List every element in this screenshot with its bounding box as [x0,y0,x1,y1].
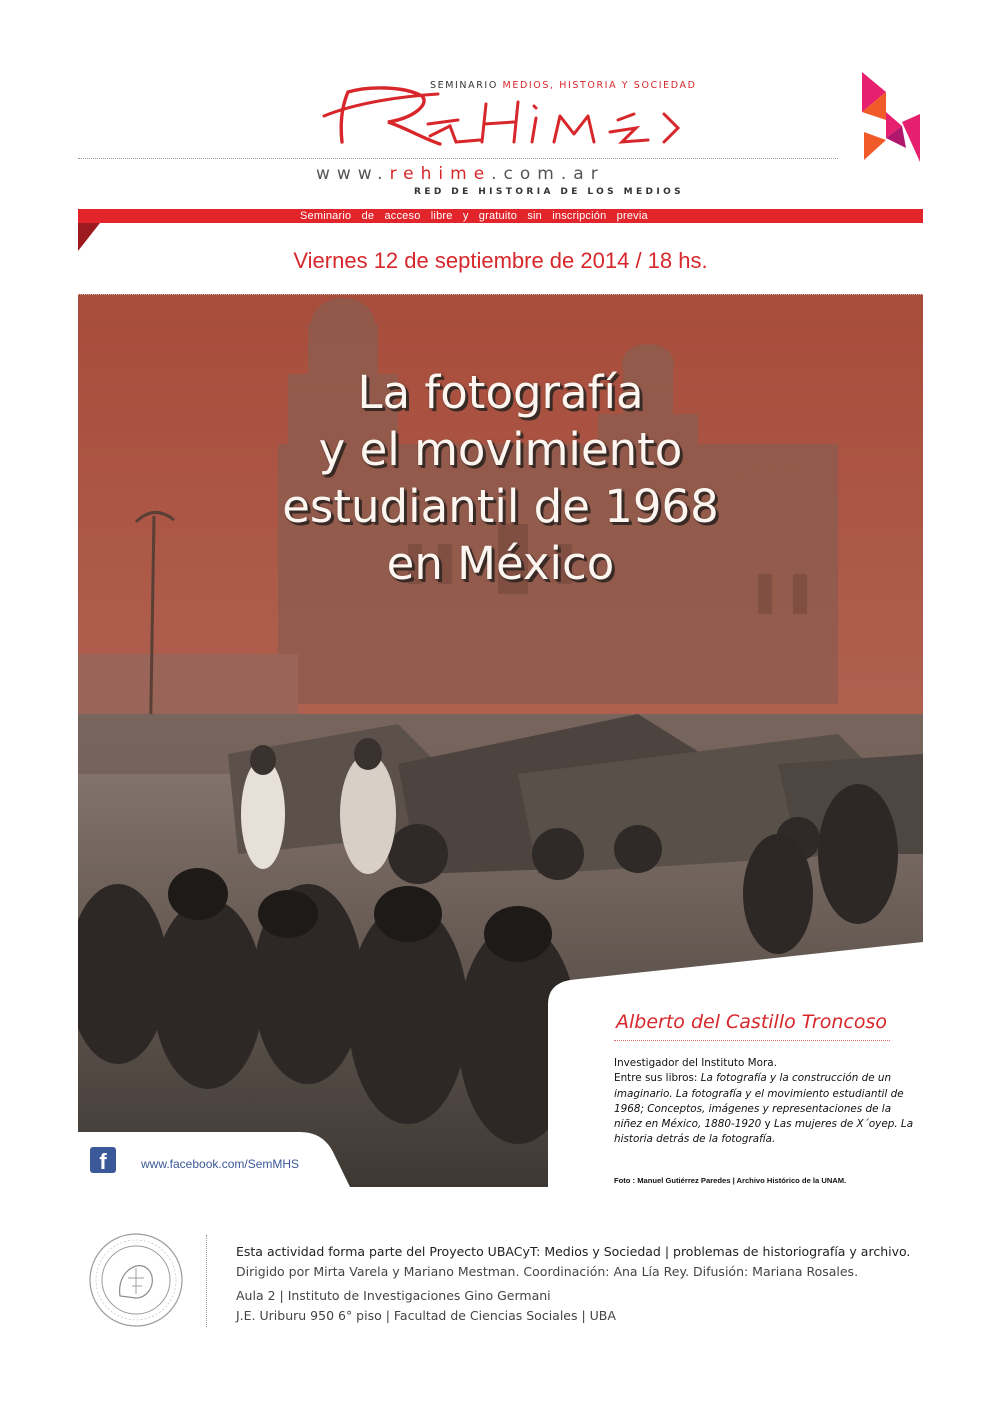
event-title [78,364,923,592]
seminario-topic: MEDIOS, HISTORIA Y SOCIEDAD [502,80,697,91]
url-prefix: www. [316,164,390,184]
title-line-4: en México [386,537,615,590]
seminario-prefix: SEMINARIO [430,80,498,91]
speaker-bio [614,1056,914,1148]
rehime-logo [318,84,690,150]
title-line-1: La fotografía [357,366,644,419]
title-line-2: y el movimiento [318,423,683,476]
banner-text: Seminario de acceso libre y gratuito sin inscripción previa [300,210,648,222]
banner-fold [78,223,100,251]
network-subtitle: RED DE HISTORIA DE LOS MEDIOS [414,187,685,197]
book-title-1: La fotografía y la construcción de un imaginario. La fotografía y el movimiento estudiantil de 1968; Conceptos, imágenes y representaciones de la niñez en México, 1880-1920 [614,1072,904,1131]
event-photo-panel [78,294,923,1187]
facebook-link[interactable]: www.facebook.com/SemMHS [141,1157,300,1171]
facebook-icon[interactable]: f [90,1147,116,1173]
site-url[interactable] [316,164,696,184]
speaker-name: Alberto del Castillo Troncoso [616,1011,887,1033]
venue-line: Aula 2 | Instituto de Investigaciones Gino Germani [236,1288,551,1303]
url-brand: rehime [389,164,492,184]
panel-top-dots [78,294,923,295]
address-line: J.E. Uriburu 950 6° piso | Facultad de Ciencias Sociales | UBA [236,1308,616,1323]
book-title-2: Las mujeres de X´oyep. La historia detrás de la fotografía. [614,1118,914,1146]
title-line-3: estudiantil de 1968 [282,480,719,533]
books-joiner: y [764,1118,771,1131]
project-line: Esta actividad forma parte del Proyecto UBACyT: Medios y Sociedad | problemas de historiografía y archivo. [236,1244,911,1259]
speaker-role: Investigador del Instituto Mora. [614,1057,777,1069]
event-date: Viernes 12 de septiembre de 2014 / 18 hs. [293,248,708,273]
header-divider [78,158,838,159]
footer-info [236,1242,936,1326]
rehime-brand-icon [858,70,924,164]
books-intro: Entre sus libros: [614,1072,698,1085]
footer-divider [206,1235,207,1327]
speaker-books [614,1071,914,1147]
photo-credit: Foto : Manuel Gutiérrez Paredes | Archivo Histórico de la UNAM. [614,1176,847,1185]
direction-line: Dirigido por Mirta Varela y Mariano Mestman. Coordinación: Ana Lía Rey. Difusión: Mariana Rosales. [236,1264,859,1279]
speaker-divider [614,1040,890,1041]
uba-seal-icon [88,1232,184,1328]
url-suffix: .com.ar [491,164,605,184]
